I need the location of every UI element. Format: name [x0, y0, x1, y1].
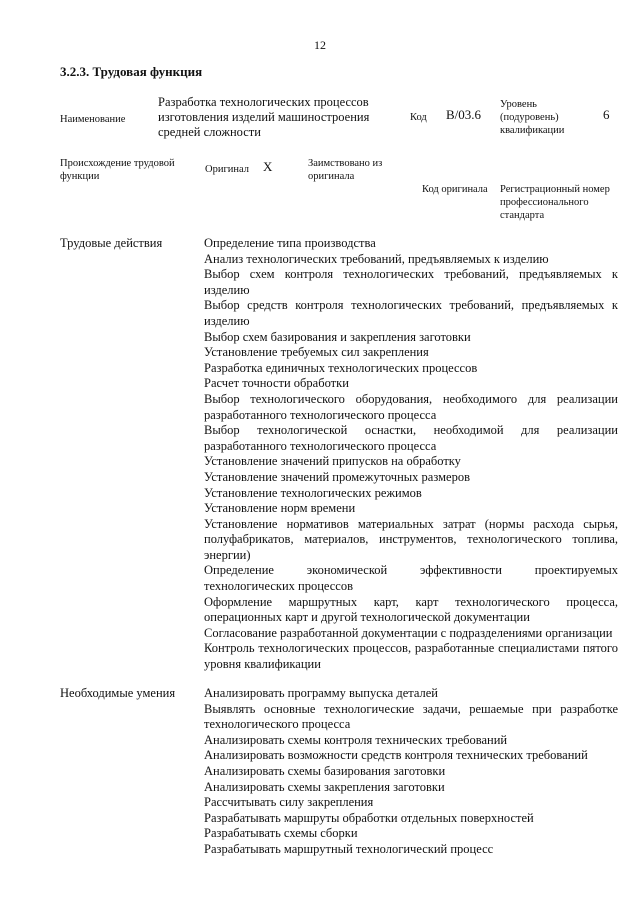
- list-item: Установление значений припусков на обработку: [204, 454, 461, 469]
- list-item: Рассчитывать силу закрепления: [204, 795, 374, 810]
- qualification-level-label: Уровень (подуровень) квалификации: [500, 99, 565, 136]
- code-label: Код: [410, 112, 427, 123]
- original-label: Оригинал: [205, 164, 249, 175]
- list-item: Контроль технологических процессов, разработанные специалистами пятого уровня квалификации: [204, 641, 618, 672]
- list-item: Выявлять основные технологические задачи, решаемые при разработке технологического процесса: [204, 701, 618, 732]
- original-mark: X: [263, 159, 273, 174]
- labor-actions-label: Трудовые действия: [60, 236, 163, 250]
- list-item: Разработка единичных технологических процессов: [204, 360, 478, 375]
- list-item: Выбор схем базирования и закрепления заготовки: [204, 329, 471, 344]
- original-code-label: Код оригинала: [422, 184, 488, 195]
- registration-number-label: Регистрационный номер профессионального стандарта: [500, 184, 610, 221]
- list-item: Выбор средств контроля технологических требований, предъявляемых к изделию: [204, 298, 618, 328]
- list-item: Установление значений промежуточных размеров: [204, 469, 470, 484]
- list-item: Разрабатывать маршрутный технологический процесс: [204, 841, 494, 856]
- origin-label: Происхождение трудовой функции: [60, 158, 175, 182]
- list-item: Выбор технологической оснастки, необходимой для реализации разработанного технологического процесса: [204, 423, 618, 453]
- required-skills-label: Необходимые умения: [60, 686, 176, 700]
- list-item: Анализ технологических требований, предъявляемых к изделию: [204, 251, 549, 266]
- function-name: Разработка технологических процессов изготовления изделий машиностроения средней сложности: [158, 95, 370, 139]
- list-item: Установление технологических режимов: [204, 485, 422, 500]
- list-item: Разрабатывать схемы сборки: [204, 826, 358, 841]
- list-item: Определение экономической эффективности проектируемых технологических процессов: [204, 563, 618, 594]
- list-item: Анализировать программу выпуска деталей: [204, 686, 438, 700]
- list-item: Анализировать схемы закрепления заготовки: [204, 779, 445, 794]
- list-item: Анализировать схемы контроля технических требований: [204, 732, 508, 747]
- function-code: B/03.6: [446, 107, 482, 122]
- list-item: Согласование разработанной документации с подразделениями организации: [204, 625, 613, 640]
- section-title: 3.2.3. Трудовая функция: [60, 64, 203, 79]
- borrowed-label: Заимствовано из оригинала: [308, 158, 383, 182]
- list-item: Анализировать возможности средств контроля технических требований: [204, 748, 588, 763]
- list-item: Разрабатывать маршруты обработки отдельных поверхностей: [204, 810, 534, 825]
- qualification-level-value: 6: [603, 107, 610, 122]
- list-item: Установление нормативов материальных затрат (нормы расхода сырья, полуфабрикатов, материалов, инструментов, технологического топлива, энергии): [204, 516, 618, 562]
- list-item: Анализировать схемы базирования заготовки: [204, 763, 446, 778]
- list-item: Определение типа производства: [204, 236, 376, 250]
- list-item: Выбор схем контроля технологических требований, предъявляемых к изделию: [204, 267, 618, 297]
- page-number: 12: [314, 38, 326, 52]
- required-skills-list: [204, 686, 618, 858]
- name-label: Наименование: [60, 114, 126, 125]
- labor-actions-list: [204, 236, 618, 673]
- list-item: Установление требуемых сил закрепления: [204, 345, 429, 360]
- list-item: Выбор технологического оборудования, необходимого для реализации разработанного технологического процесса: [204, 391, 618, 422]
- list-item: Расчет точности обработки: [204, 376, 349, 391]
- list-item: Оформление маршрутных карт, карт технологического процесса, операционных карт и другой технологической документации: [204, 594, 618, 625]
- list-item: Установление норм времени: [204, 501, 356, 516]
